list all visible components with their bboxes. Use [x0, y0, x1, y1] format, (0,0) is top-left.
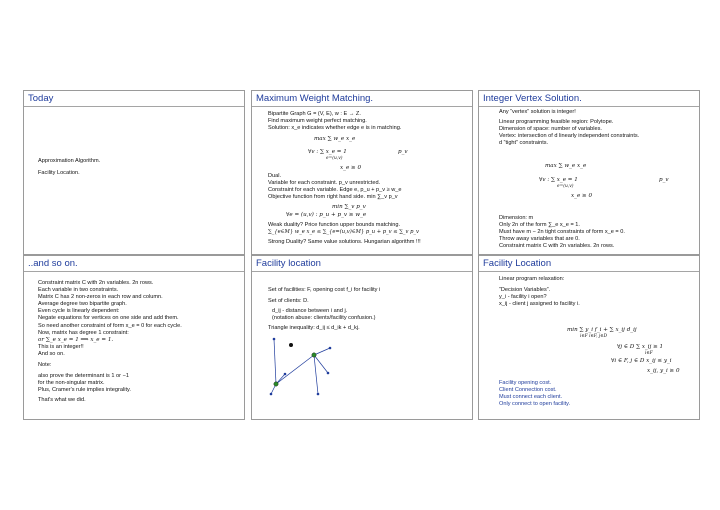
text-line: d_ij - distance between i and j. — [272, 308, 348, 314]
slide-title: ..and so on. — [28, 258, 78, 269]
equation-cover: ∀j ∈ D ∑ x_ij ≥ 1 — [617, 344, 664, 350]
text-line: Average degree two bipartite graph. — [38, 301, 127, 307]
text-line: Linear program relaxation: — [499, 276, 565, 282]
text-line: Only 2n of the form ∑_e x_e = 1. — [499, 222, 580, 228]
slide-max-weight-matching — [251, 90, 473, 255]
text-line: Facility Location. — [38, 170, 80, 176]
equation-sub: e=(u,v) — [326, 156, 343, 161]
slide-title: Maximum Weight Matching. — [256, 93, 374, 104]
text-line: That's what we did. — [38, 397, 86, 403]
open-facility-node — [312, 353, 316, 357]
text-line: Must have m − 2n tight constraints of form x_e = 0. — [499, 229, 625, 235]
text-line: “Decision Variables”. — [499, 287, 551, 293]
equation-sub: e=(u,v) — [557, 184, 574, 189]
text-line: Solution: x_e indicates whether edge e is in matching. — [268, 125, 402, 131]
equation-nonneg: x_e ≥ 0 — [340, 165, 362, 171]
text-line: Matrix C has 2 non-zeros in each row and column. — [38, 294, 163, 300]
text-line: Dual. — [268, 173, 282, 179]
equation-constraint: ∀v : ∑ x_e = 1 — [308, 149, 347, 155]
text-line: Find maximum weight perfect matching. — [268, 118, 367, 124]
equation-objective: max ∑ w_e x_e — [545, 163, 587, 169]
slide-today — [23, 90, 245, 255]
equation-weak-duality: ∑_{e∈M} w_e x_e ≤ ∑_{e=(u,v)∈M} p_u + p_v ≤ ∑_v p_v — [268, 229, 419, 235]
text-line: Constraint matrix C with 2n variables. 2n rows. — [499, 243, 615, 249]
client-node — [273, 338, 276, 341]
slide-title: Today — [28, 93, 54, 104]
text-line: Set of facilities: F, opening cost f_i for facility i — [268, 287, 381, 293]
text-line: Each variable in two constraints. — [38, 287, 119, 293]
equation-sub: i∈F — [645, 351, 653, 356]
text-line: Set of clients: D. — [268, 298, 309, 304]
dual-variable: p_v — [659, 177, 669, 183]
facility-graph-diagram — [252, 256, 473, 420]
slide-title: Integer Vertex Solution. — [483, 93, 582, 104]
equation-nonneg: x_e ≥ 0 — [571, 193, 593, 199]
text-line: Triangle inequality: d_ij ≤ d_ik + d_kj. — [268, 325, 360, 331]
equation-constraint: ∀v : ∑ x_e = 1 — [539, 177, 578, 183]
slide-facility-location-1 — [251, 255, 473, 420]
annotation-line: Facility opening cost. — [499, 380, 552, 386]
text-line: Negate equations for vertices on one side and add them. — [38, 315, 179, 321]
text-line: Now, matrix has degree 1 constraint: — [38, 330, 129, 336]
text-line: Dimension: m — [499, 215, 534, 221]
text-line: d “tight” constraints. — [499, 140, 549, 146]
equation-sub: i∈F i∈F, j∈D — [580, 334, 608, 339]
text-line: Objective function from right hand side. min ∑_v p_v — [268, 194, 398, 200]
text-line: Strong Duality? Same value solutions. Hungarian algorithm !!! — [268, 239, 421, 245]
slide-facility-location-2 — [478, 255, 700, 420]
annotation-line: Client Connection cost. — [499, 387, 557, 393]
equation-dual-constraint: ∀e = (u,v) : p_u + p_v ≥ w_e — [286, 212, 367, 218]
text-line: y_i - facility i open? — [499, 294, 547, 300]
equation-line: or ∑_e x_e = 1 ⟹ x_e = 1. — [38, 337, 114, 343]
facility-node — [289, 343, 293, 347]
text-line: Weak duality? Price function upper bounds matching. — [268, 222, 401, 228]
client-node — [284, 373, 287, 376]
title-divider — [479, 106, 699, 107]
text-line: also prove the determinant is 1 or −1 — [38, 373, 129, 379]
dual-variable: p_v — [398, 149, 408, 155]
open-facility-node — [274, 382, 278, 386]
text-line: Constraint for each variable. Edge e, p_u + p_v ≥ w_e — [268, 187, 402, 193]
annotation-line: Only connect to open facility. — [499, 401, 571, 407]
text-line: x_ij - client j assigned to facility i. — [499, 301, 580, 307]
slide-title: Facility location — [256, 258, 321, 269]
text-line: Any “vertex” solution is integer! — [499, 109, 576, 115]
title-divider — [24, 271, 244, 272]
title-divider — [479, 271, 699, 272]
text-line: Constraint matrix C with 2n variables. 2n rows. — [38, 280, 154, 286]
equation-objective: min ∑ y_i f_i + ∑ x_ij d_ij — [567, 327, 637, 333]
text-line: Bipartite Graph G = (V, E), w : E → Z. — [268, 111, 361, 117]
equation-open: ∀i ∈ F, j ∈ D x_ij ≤ y_i — [611, 358, 672, 364]
text-line: Dimension of space: number of variables. — [499, 126, 602, 132]
text-line: So need another constraint of form x_e = 0 for each cycle. — [38, 323, 182, 329]
client-node — [317, 393, 320, 396]
text-line: Linear programming feasible region: Polytope. — [499, 119, 614, 125]
text-line: Approximation Algorithm. — [38, 158, 101, 164]
title-divider — [24, 106, 244, 107]
text-line: Variable for each constraint. p_v unrestricted. — [268, 180, 381, 186]
equation-objective: max ∑ w_e x_e — [314, 136, 356, 142]
slide-integer-vertex — [478, 90, 700, 255]
text-line: for the non-singular matrix. — [38, 380, 105, 386]
text-line: (notation abuse: clients/facility confusion.) — [272, 315, 376, 321]
text-line: This is an integer!! — [38, 344, 84, 350]
client-node — [270, 393, 273, 396]
equation-dual-objective: min ∑_v p_v — [332, 204, 366, 210]
annotation-line: Must connect each client. — [499, 394, 563, 400]
text-line: Throw away variables that are 0. — [499, 236, 580, 242]
text-line: Vertex: intersection of d linearly independent constraints. — [499, 133, 640, 139]
text-line: Plus, Cramer's rule implies integrality. — [38, 387, 131, 393]
text-line: Even cycle is linearly dependent: — [38, 308, 120, 314]
title-divider — [252, 106, 472, 107]
client-node — [329, 347, 332, 350]
equation-nonneg: x_ij, y_i ≥ 0 — [647, 368, 680, 374]
text-line: Note: — [38, 362, 52, 368]
text-line: And so on. — [38, 351, 65, 357]
slide-title: Facility Location — [483, 258, 552, 269]
client-node — [327, 372, 330, 375]
slide-and-so-on — [23, 255, 245, 420]
